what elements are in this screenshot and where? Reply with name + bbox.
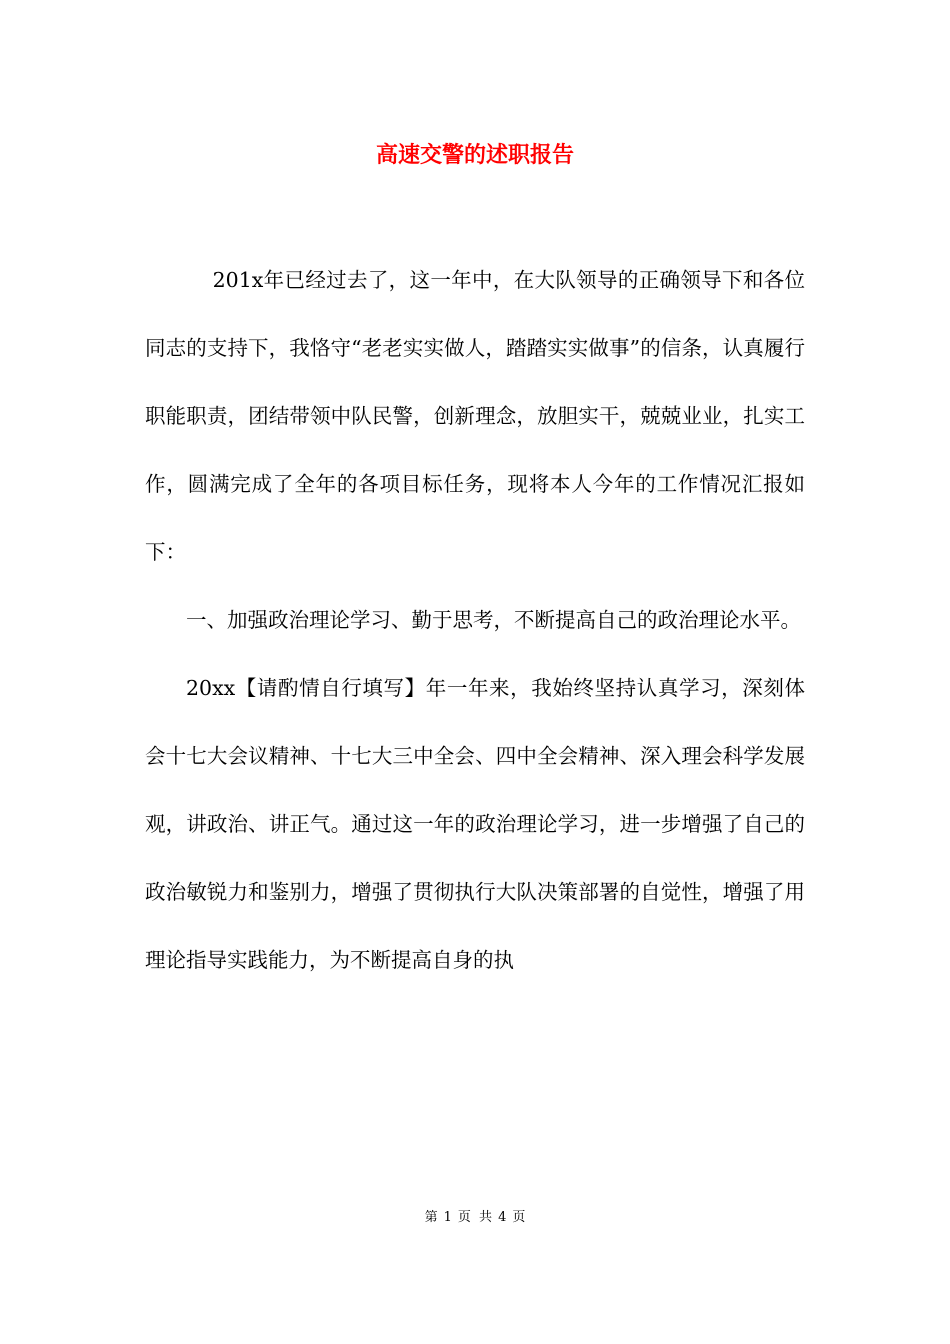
footer-current-page: 1 bbox=[443, 1210, 452, 1225]
footer-prefix: 第 bbox=[424, 1210, 438, 1225]
footer-mid: 页 共 bbox=[457, 1210, 493, 1225]
footer-suffix: 页 bbox=[512, 1210, 526, 1225]
paragraph-section-heading: 一、加强政治理论学习、勤于思考，不断提高自己的政治理论水平。 bbox=[186, 608, 801, 632]
footer-total-pages: 4 bbox=[498, 1210, 507, 1225]
document-title: 高速交警的述职报告 bbox=[375, 142, 574, 168]
document-body bbox=[145, 188, 805, 994]
page-footer bbox=[0, 1208, 950, 1228]
paragraph-intro: 201x年已经过去了，这一年中，在大队领导的正确领导下和各位同志的支持下，我恪守“老老实实做人，踏踏实实做事”的信条，认真履行职能职责，团结带领中队民警，创新理念，放胆实干，兢兢业业，扎实工作，圆满完成了全年的各项目标任务，现将本人今年的工作情况汇报如下： bbox=[145, 268, 805, 564]
paragraph-study: 20xx【请酌情自行填写】年一年来，我始终坚持认真学习，深刻体会十七大会议精神、十七大三中全会、四中全会精神、深入理会科学发展观，讲政治、讲正气。通过这一年的政治理论学习，进一步增强了自己的政治敏锐力和鉴别力，增强了贯彻执行大队决策部署的自觉性，增强了用理论指导实践能力，为不断提高自身的执 bbox=[145, 676, 805, 972]
